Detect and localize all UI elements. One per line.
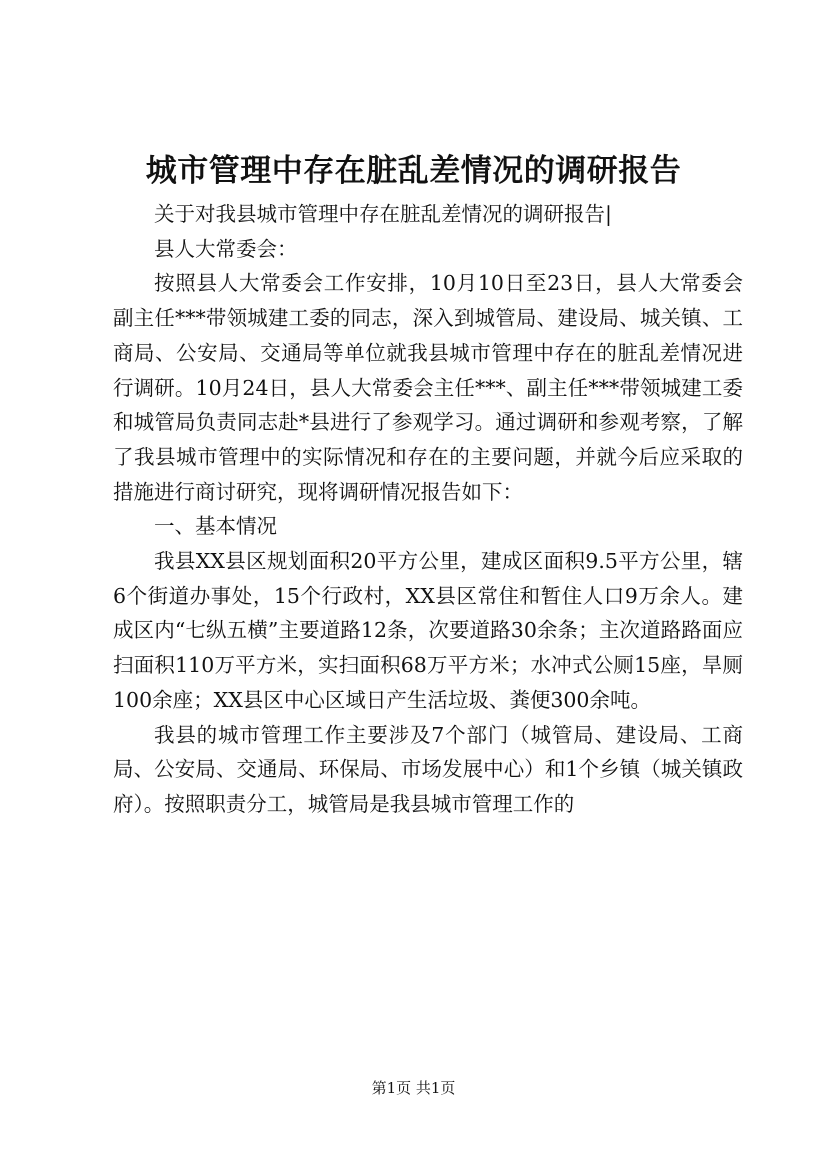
document-title: 城市管理中存在脏乱差情况的调研报告 bbox=[145, 153, 682, 189]
document-body bbox=[113, 197, 743, 822]
paragraph-introduction: 按照县人大常委会工作安排，10月10日至23日，县人大常委会副主任***带领城建工委的同志，深入到城管局、建设局、城关镇、工商局、公安局、交通局等单位就我县城市管理中存在的脏乱差情况进行调研。10月24日，县人大常委会主任***、副主任***带领城建工委和城管局负责同志赴*县进行了参观学习。通过调研和参观考察，了解了我县城市管理中的实际情况和存在的主要问题，并就今后应采取的措施进行商讨研究，现将调研情况报告如下： bbox=[113, 271, 743, 504]
paragraph-report-heading: 关于对我县城市管理中存在脏乱差情况的调研报告| bbox=[154, 202, 612, 226]
section-heading-basic-situation: 一、基本情况 bbox=[154, 514, 277, 539]
page-footer: 第1页 共1页 bbox=[371, 1079, 456, 1097]
paragraph-departments: 我县的城市管理工作主要涉及7个部门（城管局、建设局、工商局、公安局、交通局、环保局、市场发展中心）和1个乡镇（城关镇政府）。按照职责分工，城管局是我县城市管理工作的 bbox=[113, 722, 743, 816]
paragraph-salutation: 县人大常委会： bbox=[154, 236, 298, 261]
paragraph-basic-situation: 我县XX县区规划面积20平方公里，建成区面积9.5平方公里，辖6个街道办事处，15个行政村，XX县区常住和暂住人口9万余人。建成区内“七纵五横”主要道路12条，次要道路30余条；主次道路路面应扫面积110万平方米，实扫面积68万平方米；水冲式公厕15座，旱厕100余座；XX县区中心区域日产生活垃圾、粪便300余吨。 bbox=[113, 549, 743, 712]
